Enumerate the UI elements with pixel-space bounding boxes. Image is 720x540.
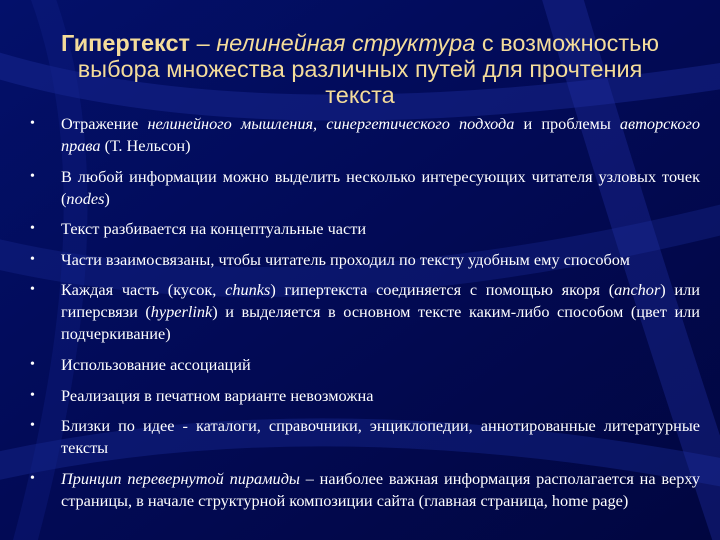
item-text: Отражение (61, 114, 148, 133)
bullet-icon: • (30, 251, 35, 267)
item-italic: chunks (225, 280, 271, 300)
title-dash: – (190, 30, 217, 56)
bullet-item (30, 468, 700, 512)
title-term: Гипертекст (60, 30, 191, 56)
item-text: ) гипертекста соединяется с помощью якоря ( (270, 280, 615, 300)
bullet-list (30, 113, 700, 520)
item-italic: нелинейного мышления, синергетического подхода (147, 114, 515, 133)
item-text: В любой информации можно выделить несколько интересующих читателя узловых точек ( (61, 166, 700, 208)
slide-title (40, 30, 680, 108)
bullet-icon: • (30, 221, 35, 237)
bullet-icon: • (30, 387, 35, 403)
item-text: Использование ассоциаций (61, 354, 251, 374)
item-text: Каждая часть (кусок, (61, 280, 226, 300)
bullet-icon: • (30, 116, 35, 131)
bullet-icon: • (30, 282, 35, 298)
bullet-item (30, 354, 700, 376)
title-italic: нелинейная структура (216, 30, 476, 56)
bullet-item (30, 218, 700, 240)
item-text: ) (104, 188, 110, 208)
bullet-item (30, 249, 700, 271)
item-italic: авторского права (61, 114, 700, 155)
title-rest: с возможностью выбора множества различных путей для прочтения текста (77, 30, 660, 108)
bullet-item (30, 113, 700, 157)
bullet-item (30, 279, 700, 345)
item-text: – наиболее важная информация располагается на верху страницы, в начале структурной композиции сайта (главная страница, home page) (61, 468, 700, 510)
item-text: и проблемы (514, 114, 620, 133)
item-italic: anchor (614, 280, 661, 300)
bullet-item (30, 385, 700, 407)
item-italic: hyperlink (150, 302, 213, 322)
item-text: Части взаимосвязаны, чтобы читатель проходил по тексту удобным ему способом (61, 249, 630, 269)
bullet-icon: • (30, 356, 35, 372)
bullet-icon: • (30, 168, 35, 184)
bullet-item (30, 415, 700, 459)
item-text: ) и выделяется в основном тексте каким-либо способом (цвет или подчеркивание) (61, 302, 700, 344)
item-text: Близки по идее - каталоги, справочники, энциклопедии, аннотированные литературные тексты (61, 416, 700, 458)
bullet-icon: • (30, 470, 35, 486)
bullet-icon: • (30, 418, 35, 434)
item-text: Текст разбивается на концептуальные части (61, 219, 367, 239)
item-italic: Принцип перевернутой пирамиды (61, 468, 300, 488)
item-text: (Т. Нельсон) (100, 136, 191, 155)
item-text: ) или гиперсвязи ( (61, 280, 700, 322)
item-text: Реализация в печатном варианте невозможна (61, 385, 374, 405)
item-italic: nodes (66, 188, 105, 208)
bullet-item (30, 166, 700, 210)
